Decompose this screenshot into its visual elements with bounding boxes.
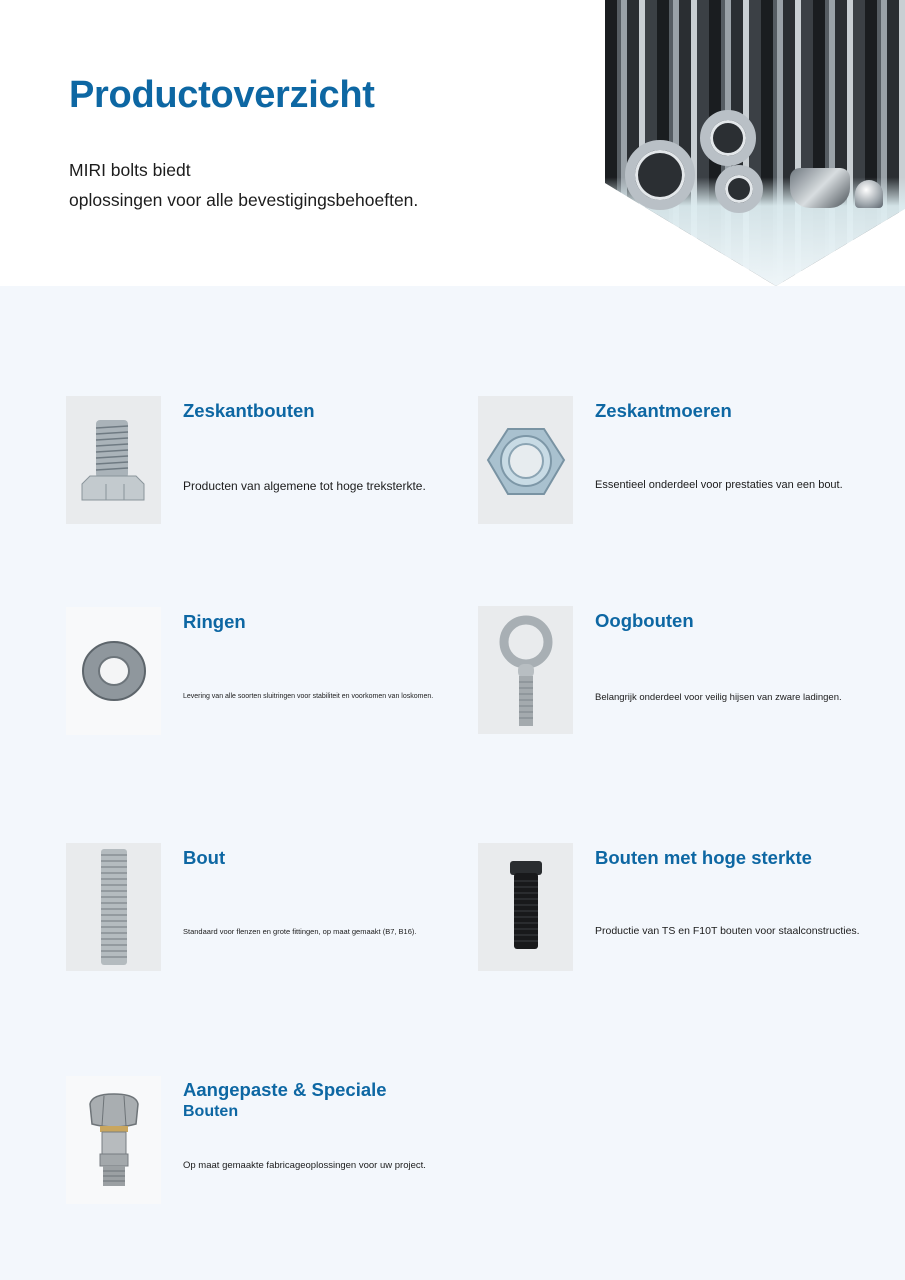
hero-bolts-photo bbox=[605, 0, 905, 286]
eye-bolt-photo bbox=[478, 606, 573, 734]
product-description: Essentieel onderdeel voor prestaties van een bout. bbox=[595, 479, 843, 491]
product-description: Producten van algemene tot hoge treksterkte. bbox=[183, 479, 426, 493]
product-title[interactable]: Zeskantbouten bbox=[183, 400, 315, 421]
product-card-oogbouten[interactable] bbox=[478, 606, 898, 736]
product-description: Levering van alle soorten sluitringen voor stabiliteit en voorkomen van loskomen. bbox=[183, 693, 434, 700]
product-title[interactable]: Bouten met hoge sterkte bbox=[595, 847, 812, 868]
product-title-main: Aangepaste & Speciale bbox=[183, 1079, 387, 1100]
product-description: Op maat gemaakte fabricageoplossingen voor uw project. bbox=[183, 1160, 426, 1171]
product-card-zeskantbouten[interactable] bbox=[66, 396, 486, 526]
product-card-ringen[interactable] bbox=[66, 607, 486, 737]
product-description: Standaard voor flenzen en grote fittingen, op maat gemaakt (B7, B16). bbox=[183, 927, 417, 936]
product-card-aangepaste-speciale-bouten[interactable] bbox=[66, 1076, 486, 1206]
product-title[interactable]: Ringen bbox=[183, 611, 246, 632]
product-description: Belangrijk onderdeel voor veilig hijsen van zware ladingen. bbox=[595, 692, 842, 703]
product-card-zeskantmoeren[interactable] bbox=[478, 396, 898, 526]
product-card-bouten-met-hoge-sterkte[interactable] bbox=[478, 843, 898, 973]
washer-photo bbox=[66, 607, 161, 735]
wing-nut-icon bbox=[790, 168, 850, 208]
custom-special-bolt-photo bbox=[66, 1076, 161, 1204]
hex-bolt-photo bbox=[66, 396, 161, 524]
subtitle-line-2: oplossingen voor alle bevestigingsbehoeften. bbox=[69, 190, 419, 210]
cap-nut-icon bbox=[855, 180, 883, 208]
nut-icon bbox=[700, 110, 756, 166]
product-description: Productie van TS en F10T bouten voor staalconstructies. bbox=[595, 925, 860, 937]
nut-icon bbox=[625, 140, 695, 210]
product-title-sub: Bouten bbox=[183, 1103, 239, 1120]
threaded-stud-photo bbox=[66, 843, 161, 971]
product-card-bout[interactable] bbox=[66, 843, 486, 973]
subtitle-line-1: MIRI bolts biedt bbox=[69, 160, 191, 180]
product-title[interactable]: Bout bbox=[183, 847, 226, 868]
product-title[interactable] bbox=[183, 1079, 387, 1123]
black-high-strength-bolt-photo bbox=[478, 843, 573, 971]
hex-nut-photo bbox=[478, 396, 573, 524]
header-section bbox=[0, 0, 905, 286]
nut-icon bbox=[715, 165, 763, 213]
page-subtitle bbox=[69, 155, 418, 215]
product-title[interactable]: Zeskantmoeren bbox=[595, 400, 732, 421]
product-title[interactable]: Oogbouten bbox=[595, 610, 694, 631]
page-title: Productoverzicht bbox=[69, 74, 375, 116]
